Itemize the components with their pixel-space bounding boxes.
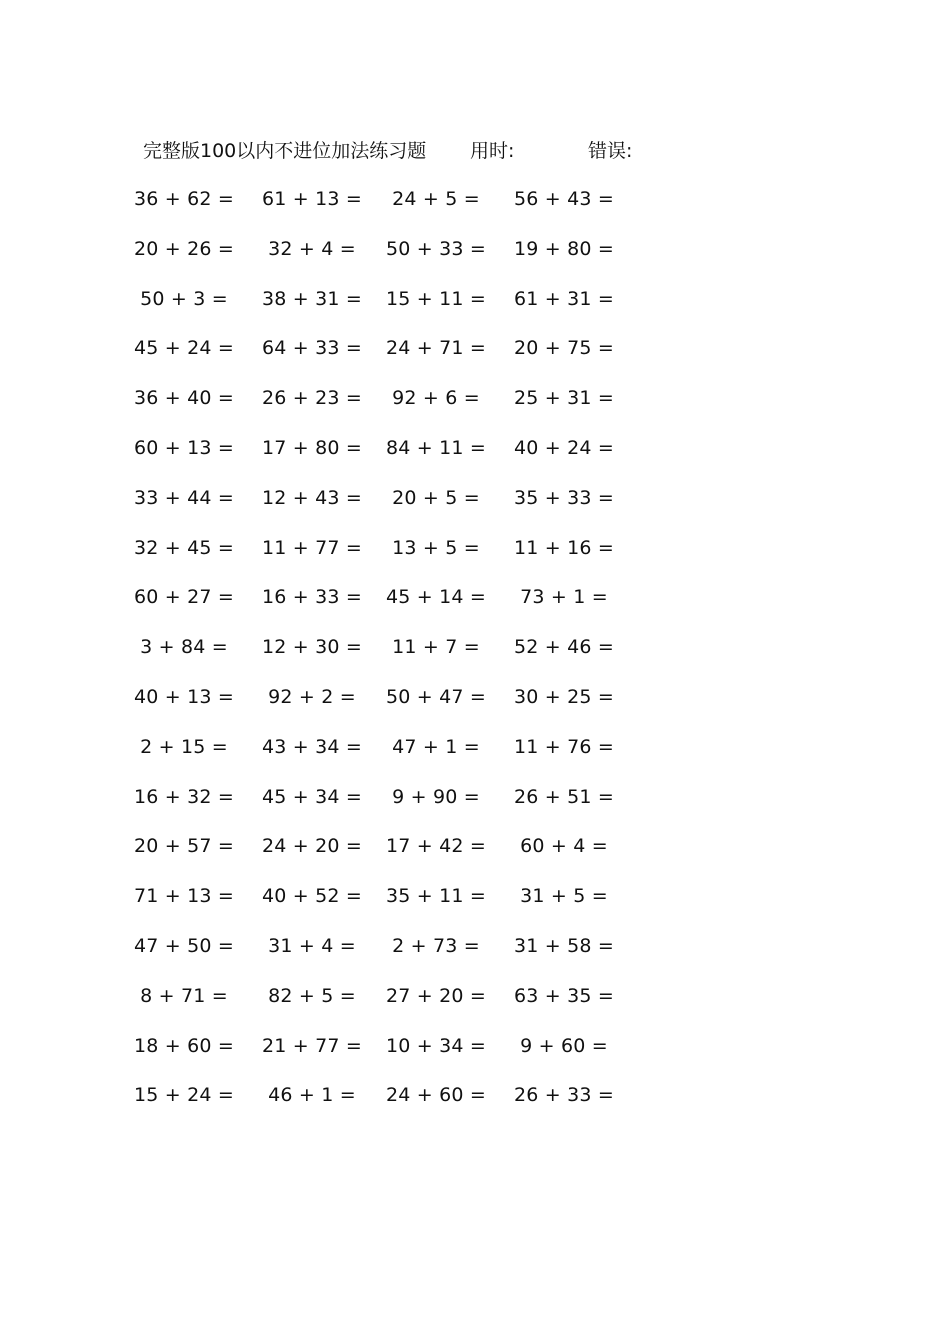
problem-r5-c1: 36 + 40 = bbox=[133, 387, 235, 410]
problem-r3-c4: 61 + 31 = bbox=[513, 287, 615, 310]
problem-r10-c2: 12 + 30 = bbox=[261, 636, 363, 659]
problem-r4-c4: 20 + 75 = bbox=[513, 337, 615, 360]
problem-r5-c2: 26 + 23 = bbox=[261, 387, 363, 410]
problem-r8-c2: 11 + 77 = bbox=[261, 536, 363, 559]
problem-r19-c3: 24 + 60 = bbox=[385, 1084, 487, 1107]
problem-r4-c3: 24 + 71 = bbox=[385, 337, 487, 360]
problem-r2-c1: 20 + 26 = bbox=[133, 237, 235, 260]
problem-r14-c4: 60 + 4 = bbox=[520, 835, 608, 858]
problem-r6-c4: 40 + 24 = bbox=[513, 437, 615, 459]
problem-r6-c2: 17 + 80 = bbox=[261, 437, 363, 459]
problem-r8-c4: 11 + 16 = bbox=[513, 536, 615, 559]
problem-r8-c1: 32 + 45 = bbox=[133, 536, 235, 559]
problem-r5-c4: 25 + 31 = bbox=[513, 387, 615, 410]
problem-r2-c3: 50 + 33 = bbox=[385, 237, 487, 260]
problem-r11-c2: 92 + 2 = bbox=[268, 686, 356, 708]
problem-r19-c4: 26 + 33 = bbox=[513, 1084, 615, 1107]
problem-r18-c1: 18 + 60 = bbox=[133, 1034, 235, 1057]
problem-r13-c4: 26 + 51 = bbox=[513, 785, 615, 808]
problem-r17-c1: 8 + 71 = bbox=[140, 984, 228, 1007]
problem-r11-c4: 30 + 25 = bbox=[513, 686, 615, 708]
problem-r9-c2: 16 + 33 = bbox=[261, 586, 363, 609]
problem-r15-c2: 40 + 52 = bbox=[261, 885, 363, 908]
problem-r3-c1: 50 + 3 = bbox=[140, 287, 228, 310]
problem-r13-c3: 9 + 90 = bbox=[392, 785, 480, 808]
problem-r7-c1: 33 + 44 = bbox=[133, 486, 235, 509]
problem-r7-c4: 35 + 33 = bbox=[513, 486, 615, 509]
error-count-label: 错误: bbox=[588, 140, 633, 162]
problem-r3-c2: 38 + 31 = bbox=[261, 287, 363, 310]
problem-r14-c2: 24 + 20 = bbox=[261, 835, 363, 858]
problem-r17-c3: 27 + 20 = bbox=[385, 984, 487, 1007]
problem-r10-c1: 3 + 84 = bbox=[140, 636, 228, 659]
problem-r5-c3: 92 + 6 = bbox=[392, 387, 480, 410]
problem-r2-c2: 32 + 4 = bbox=[268, 237, 356, 260]
problem-r1-c4: 56 + 43 = bbox=[513, 188, 615, 210]
problem-r17-c2: 82 + 5 = bbox=[268, 984, 356, 1007]
problem-r12-c1: 2 + 15 = bbox=[140, 735, 228, 758]
problem-r15-c1: 71 + 13 = bbox=[133, 885, 235, 908]
problem-r14-c1: 20 + 57 = bbox=[133, 835, 235, 858]
problem-r13-c2: 45 + 34 = bbox=[261, 785, 363, 808]
problem-r18-c2: 21 + 77 = bbox=[261, 1034, 363, 1057]
problem-r16-c2: 31 + 4 = bbox=[268, 935, 356, 957]
problem-r9-c3: 45 + 14 = bbox=[385, 586, 487, 609]
problem-r4-c1: 45 + 24 = bbox=[133, 337, 235, 360]
problem-r17-c4: 63 + 35 = bbox=[513, 984, 615, 1007]
problem-r11-c1: 40 + 13 = bbox=[133, 686, 235, 708]
worksheet-title: 完整版100以内不进位加法练习题 bbox=[143, 140, 427, 162]
problem-r14-c3: 17 + 42 = bbox=[385, 835, 487, 858]
problem-r1-c3: 24 + 5 = bbox=[392, 188, 480, 210]
problem-r18-c3: 10 + 34 = bbox=[385, 1034, 487, 1057]
problem-r12-c4: 11 + 76 = bbox=[513, 735, 615, 758]
problem-r2-c4: 19 + 80 = bbox=[513, 237, 615, 260]
problem-r1-c2: 61 + 13 = bbox=[261, 188, 363, 210]
problem-r7-c2: 12 + 43 = bbox=[261, 486, 363, 509]
problem-r19-c2: 46 + 1 = bbox=[268, 1084, 356, 1107]
problem-r15-c3: 35 + 11 = bbox=[385, 885, 487, 908]
problem-r11-c3: 50 + 47 = bbox=[385, 686, 487, 708]
problem-r7-c3: 20 + 5 = bbox=[392, 486, 480, 509]
problem-r10-c4: 52 + 46 = bbox=[513, 636, 615, 659]
problem-r16-c1: 47 + 50 = bbox=[133, 935, 235, 957]
problem-r9-c4: 73 + 1 = bbox=[520, 586, 608, 609]
problem-r4-c2: 64 + 33 = bbox=[261, 337, 363, 360]
problem-r10-c3: 11 + 7 = bbox=[392, 636, 480, 659]
problem-r16-c4: 31 + 58 = bbox=[513, 935, 615, 957]
problem-r8-c3: 13 + 5 = bbox=[392, 536, 480, 559]
problem-r16-c3: 2 + 73 = bbox=[392, 935, 480, 957]
problem-r12-c2: 43 + 34 = bbox=[261, 735, 363, 758]
problem-r1-c1: 36 + 62 = bbox=[133, 188, 235, 210]
problem-r6-c3: 84 + 11 = bbox=[385, 437, 487, 459]
time-used-label: 用时: bbox=[470, 140, 515, 162]
problem-r19-c1: 15 + 24 = bbox=[133, 1084, 235, 1107]
problem-r3-c3: 15 + 11 = bbox=[385, 287, 487, 310]
problem-r15-c4: 31 + 5 = bbox=[520, 885, 608, 908]
problem-r9-c1: 60 + 27 = bbox=[133, 586, 235, 609]
problem-r12-c3: 47 + 1 = bbox=[392, 735, 480, 758]
problem-r13-c1: 16 + 32 = bbox=[133, 785, 235, 808]
problem-r6-c1: 60 + 13 = bbox=[133, 437, 235, 459]
problem-r18-c4: 9 + 60 = bbox=[520, 1034, 608, 1057]
